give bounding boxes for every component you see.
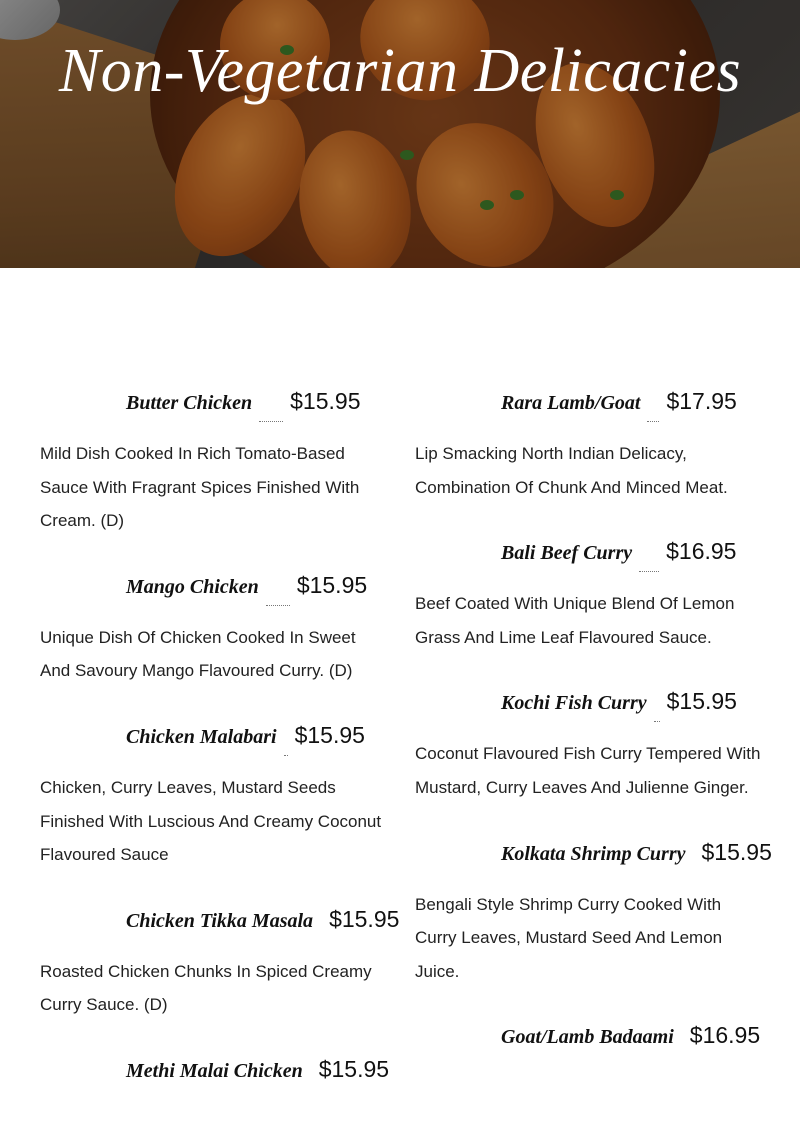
menu-item-price: $15.95 bbox=[666, 688, 737, 715]
menu-column-left bbox=[40, 388, 400, 1124]
menu-item-description: Beef Coated With Unique Blend Of Lemon Grass And Lime Leaf Flavoured Sauce. bbox=[415, 594, 735, 647]
menu-item-price: $15.95 bbox=[329, 905, 400, 932]
menu-item-description: Roasted Chicken Chunks In Spiced Creamy Curry Sauce. (D) bbox=[40, 961, 372, 1015]
menu-item-description: Lip Smacking North Indian Delicacy, Combination Of Chunk And Minced Meat. bbox=[415, 444, 728, 497]
menu-item bbox=[40, 388, 385, 538]
page-title: Non-Vegetarian Delicacies bbox=[58, 37, 742, 105]
menu-item-price: $15.95 bbox=[296, 571, 368, 598]
menu-item-price: $15.95 bbox=[318, 1055, 390, 1082]
menu-item-price: $15.95 bbox=[290, 388, 361, 414]
menu-item-name: Rara Lamb/Goat bbox=[501, 392, 641, 414]
hero-banner bbox=[0, 0, 800, 268]
dot-leader bbox=[654, 703, 660, 722]
menu-item bbox=[40, 722, 385, 872]
menu-item bbox=[415, 838, 772, 989]
menu-item-description: Chicken, Curry Leaves, Mustard Seeds Finished With Luscious And Creamy Coconut Flavoured Sauce bbox=[40, 777, 382, 865]
menu-item-price: $15.95 bbox=[294, 721, 365, 748]
dot-leader bbox=[284, 737, 288, 756]
menu-item bbox=[415, 688, 765, 804]
menu-item bbox=[415, 1022, 765, 1056]
menu-item bbox=[415, 538, 765, 654]
menu-item-name: Mango Chicken bbox=[126, 575, 259, 598]
menu-item bbox=[415, 388, 765, 504]
menu-item bbox=[40, 905, 400, 1022]
menu-item-name: Bali Beef Curry bbox=[501, 542, 633, 565]
menu-item-price: $17.95 bbox=[666, 388, 737, 414]
menu-item-description: Coconut Flavoured Fish Curry Tempered With Mustard, Curry Leaves And Julienne Ginger. bbox=[415, 744, 761, 797]
menu-item-description: Mild Dish Cooked In Rich Tomato-Based Sauce With Fragrant Spices Finished With Cream. (D) bbox=[40, 444, 360, 531]
dot-leader bbox=[266, 587, 290, 606]
menu-item-description: Unique Dish Of Chicken Cooked In Sweet And Savoury Mango Flavoured Curry. (D) bbox=[40, 627, 356, 681]
menu-item bbox=[40, 1055, 390, 1090]
menu-item-name: Butter Chicken bbox=[126, 392, 253, 414]
menu-item-name: Kochi Fish Curry bbox=[501, 692, 647, 715]
menu-item bbox=[40, 572, 385, 688]
menu-item-price: $16.95 bbox=[689, 1022, 761, 1049]
dot-leader bbox=[259, 403, 283, 422]
menu-column-right bbox=[415, 388, 772, 1090]
dot-leader bbox=[639, 553, 659, 572]
menu-item-name: Chicken Tikka Masala bbox=[126, 909, 314, 932]
menu-item-price: $15.95 bbox=[701, 838, 772, 865]
dot-leader bbox=[647, 403, 659, 422]
menu-item-name: Kolkata Shrimp Curry bbox=[501, 842, 686, 865]
menu-item-description: Bengali Style Shrimp Curry Cooked With Curry Leaves, Mustard Seed And Lemon Juice. bbox=[415, 894, 723, 981]
menu-item-name: Methi Malai Chicken bbox=[126, 1059, 303, 1082]
menu-item-name: Goat/Lamb Badaami bbox=[501, 1026, 674, 1049]
menu-item-name: Chicken Malabari bbox=[126, 725, 277, 748]
menu-item-price: $16.95 bbox=[666, 538, 737, 565]
